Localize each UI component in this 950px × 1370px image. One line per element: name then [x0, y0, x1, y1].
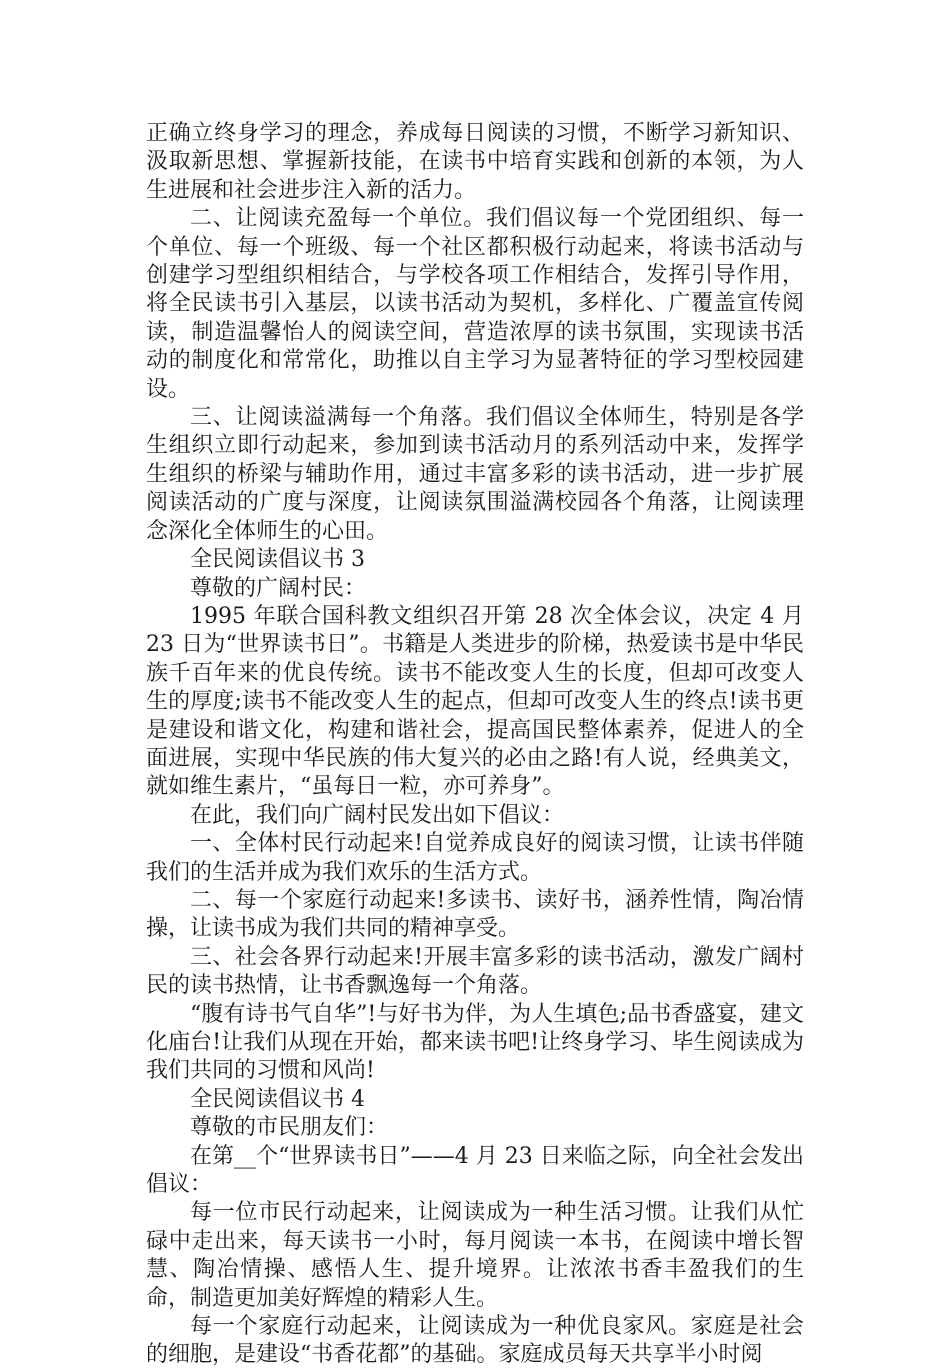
salutation: 尊敬的广阔村民：: [190, 575, 367, 601]
paragraph: 在第__个“世界读书日”——4 月 23 日来临之际，向全社会发出倡议：: [146, 1143, 804, 1198]
paragraph: 三、社会各界行动起来!开展丰富多彩的读书活动，激发广阔村民的读书热情，让书香飘逸每一个角落。: [146, 944, 804, 999]
salutation: 尊敬的市民朋友们：: [190, 1115, 389, 1141]
section-heading: 全民阅读倡议书 4: [190, 1086, 365, 1112]
document-body: [146, 120, 804, 1370]
paragraph: 每一个家庭行动起来，让阅读成为一种优良家风。家庭是社会的细胞，是建设“书香花都”的基础。家庭成员每天共享半小时阅: [146, 1314, 804, 1368]
paragraph: 二、让阅读充盈每一个单位。我们倡议每一个党团组织、每一个单位、每一个班级、每一个社区都积极行动起来，将读书活动与创建学习型组织相结合，与学校各项工作相结合，发挥引导作用，将全民读书引入基层，以读书活动为契机，多样化、广覆盖宣传阅读，制造温馨怡人的阅读空间，营造浓厚的读书氛围，实现读书活动的制度化和常常化，助推以自主学习为显著特征的学习型校园建设。: [146, 206, 804, 402]
paragraph: “腹有诗书气自华”!与好书为伴，为人生填色;品书香盛宴，建文化庙台!让我们从现在开始，都来读书吧!让终身学习、毕生阅读成为我们共同的习惯和风尚!: [146, 1001, 804, 1084]
paragraph: 1995 年联合国科教文组织召开第 28 次全体会议，决定 4 月 23 日为“世界读书日”。书籍是人类进步的阶梯，热爱读书是中华民族千百年来的优良传统。读书不能改变人生的长度，但却可改变人生的厚度;读书不能改变人生的起点，但却可改变人生的终点!读书更是建设和谐文化，构建和谐社会，提高国民整体素养，促进人的全面进展，实现中华民族的伟大复兴的必由之路!有人说，经典美文，就如维生素片，“虽每日一粒，亦可养身”。: [146, 603, 804, 800]
paragraph: 二、每一个家庭行动起来!多读书、读好书，涵养性情，陶冶情操，让读书成为我们共同的精神享受。: [146, 887, 804, 942]
paragraph: 在此，我们向广阔村民发出如下倡议：: [190, 802, 565, 828]
section-heading: 全民阅读倡议书 3: [190, 547, 365, 573]
paragraph: 三、让阅读溢满每一个角落。我们倡议全体师生，特别是各学生组织立即行动起来，参加到读书活动月的系列活动中来，发挥学生组织的桥梁与辅助作用，通过丰富多彩的读书活动，进一步扩展阅读活动的广度与深度，让阅读氛围溢满校园各个角落，让阅读理念深化全体师生的心田。: [146, 405, 804, 544]
paragraph: 正确立终身学习的理念，养成每日阅读的习惯，不断学习新知识、汲取新思想、掌握新技能，在读书中培育实践和创新的本领，为人生进展和社会进步注入新的活力。: [146, 121, 804, 203]
paragraph: 一、全体村民行动起来!自觉养成良好的阅读习惯，让读书伴随我们的生活并成为我们欢乐的生活方式。: [146, 831, 804, 885]
paragraph: 每一位市民行动起来，让阅读成为一种生活习惯。让我们从忙碌中走出来，每天读书一小时，每月阅读一本书，在阅读中增长智慧、陶冶情操、感悟人生、提升境界。让浓浓书香丰盈我们的生命，制造更加美好辉煌的精彩人生。: [146, 1200, 804, 1311]
